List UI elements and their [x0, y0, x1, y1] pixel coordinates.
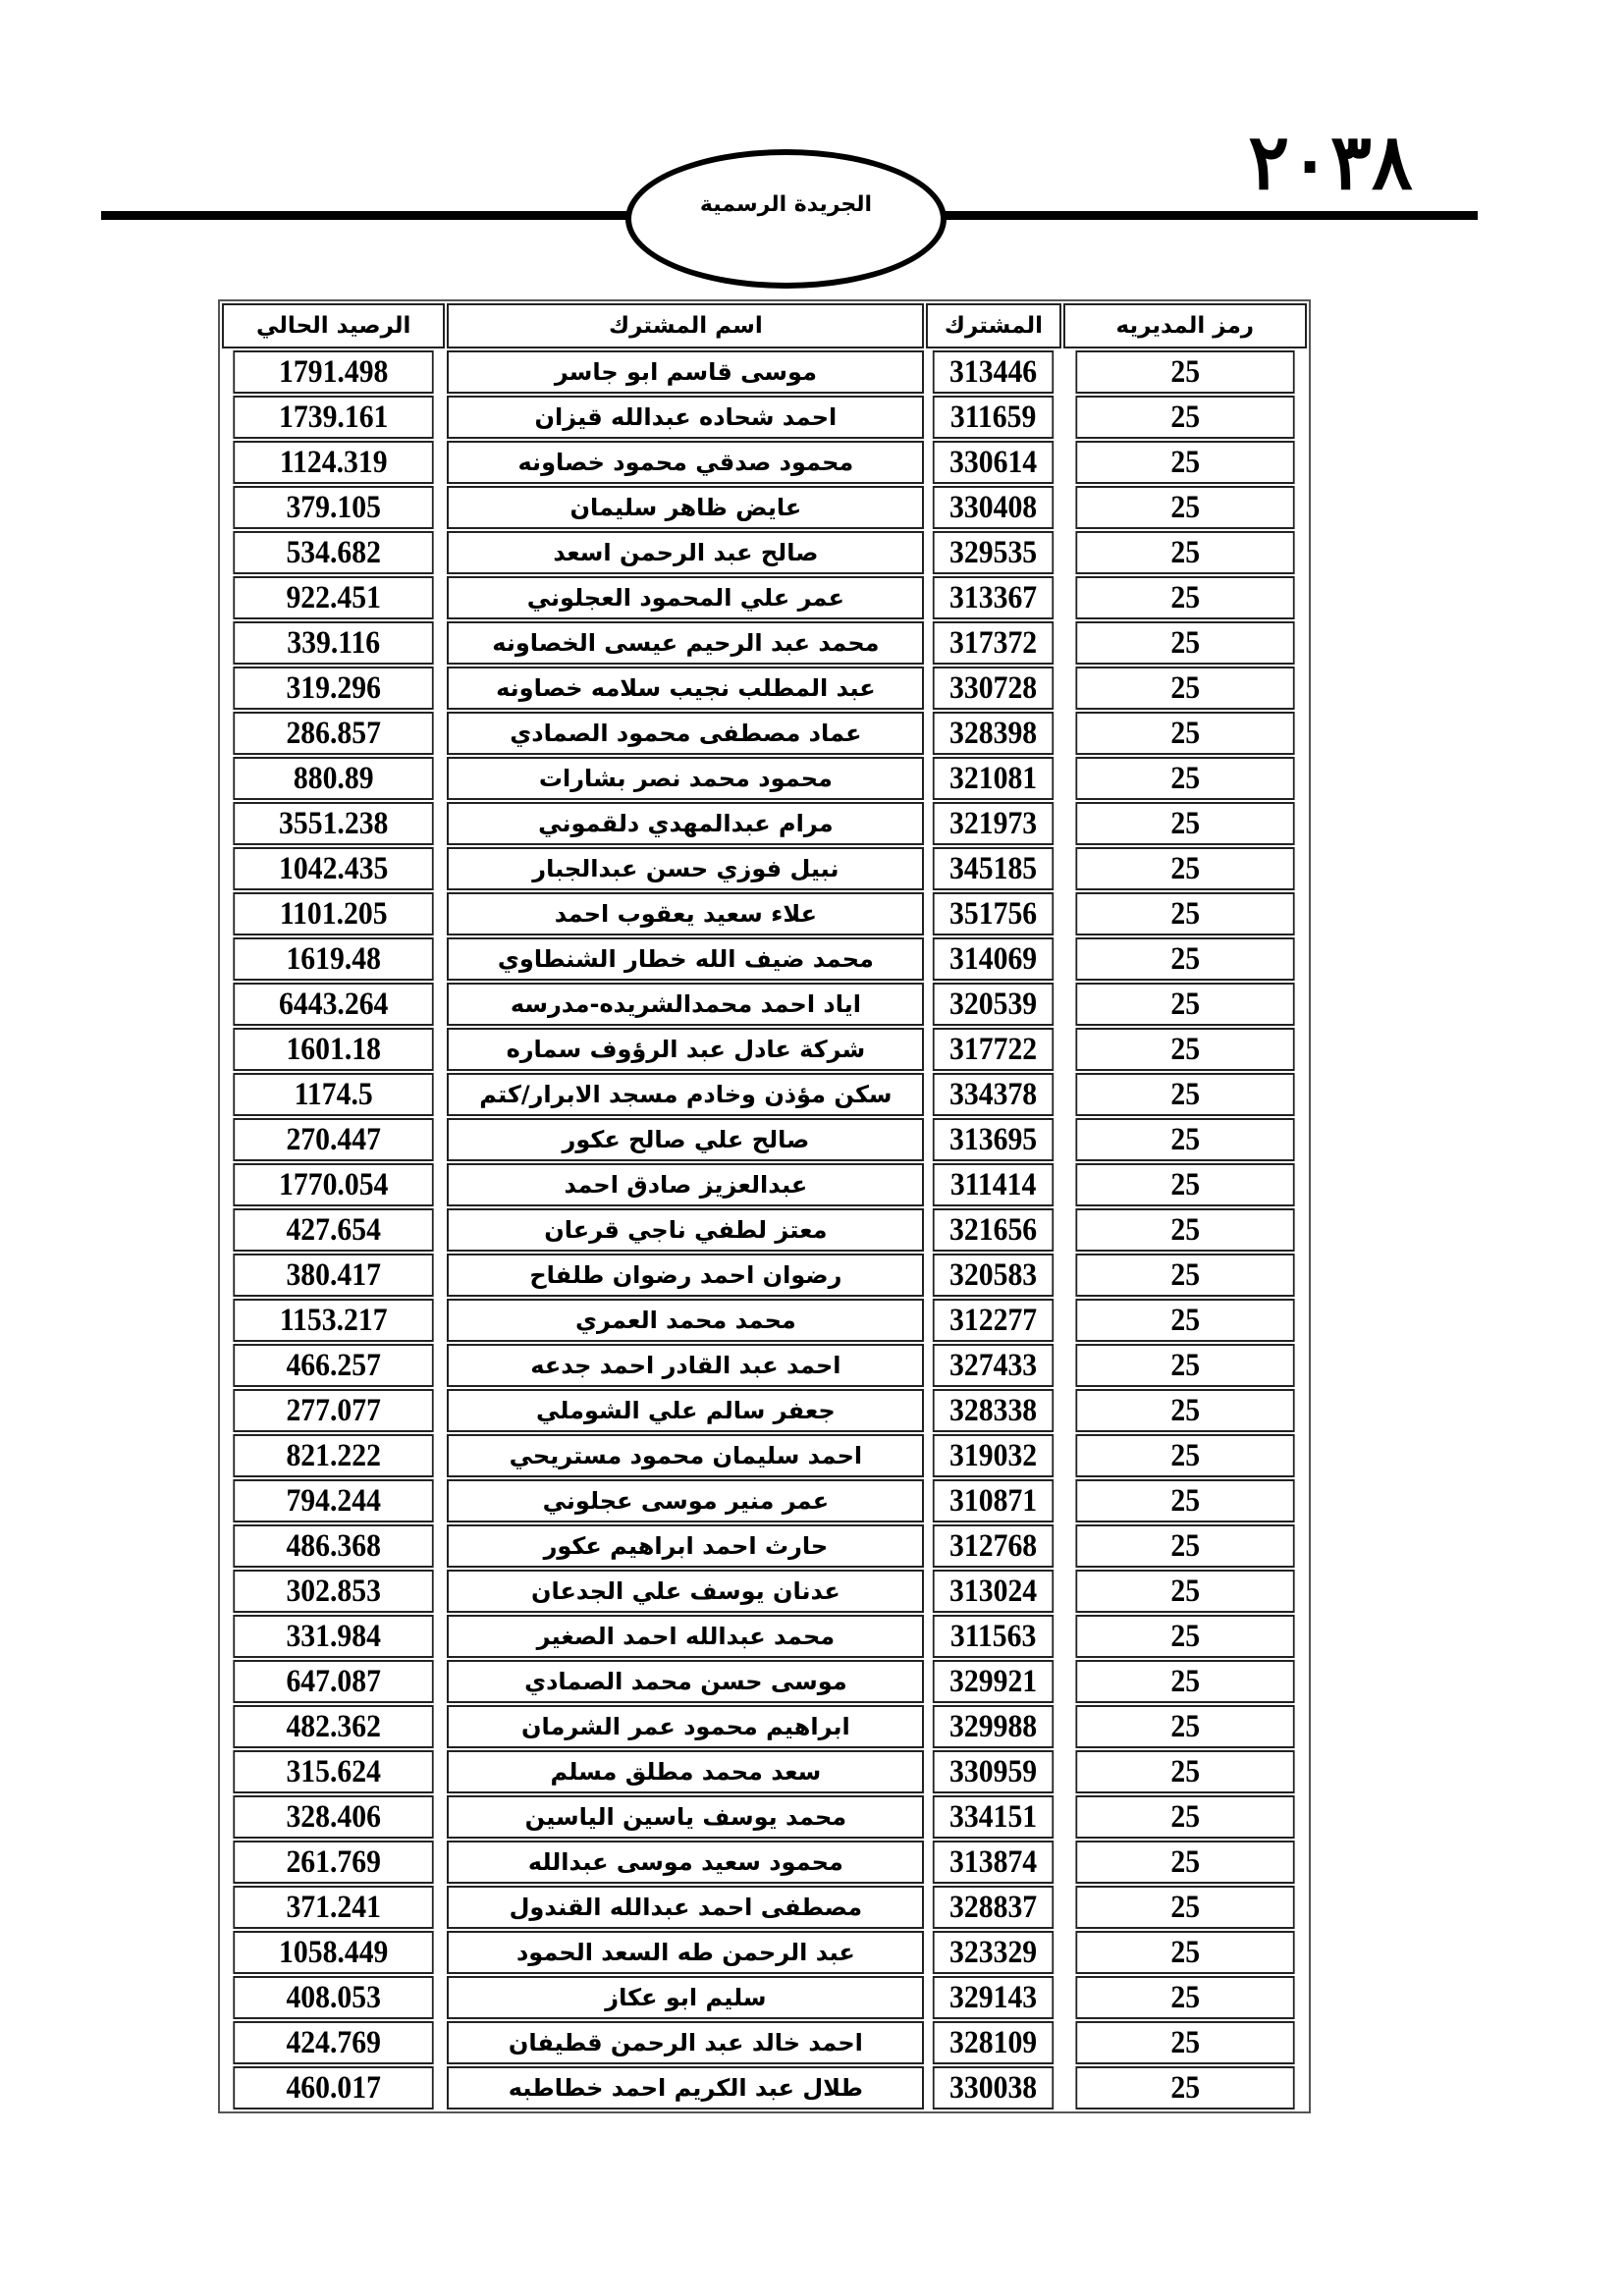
cell-directorate-code: 25: [1075, 937, 1295, 981]
cell-subscriber-number: 330038: [933, 2066, 1055, 2109]
cell-directorate-code: 25: [1075, 1976, 1295, 2019]
cell-subscriber-name: ابراهيم محمود عمر الشرمان: [447, 1705, 924, 1748]
cell-directorate-code: 25: [1075, 983, 1295, 1026]
cell-current-balance: 880.89: [233, 757, 434, 800]
cell-subscriber-number: 328338: [933, 1389, 1055, 1432]
table-row: [222, 1344, 1307, 1387]
cell-subscriber-name: محمد ضيف الله خطار الشنطاوي: [447, 937, 924, 981]
cell-directorate-code: 25: [1075, 1163, 1295, 1206]
table-row: [222, 1254, 1307, 1297]
cell-subscriber-number: 311563: [933, 1615, 1055, 1658]
cell-subscriber-name: معتز لطفي ناجي قرعان: [447, 1208, 924, 1252]
cell-subscriber-number: 328109: [933, 2021, 1055, 2064]
cell-subscriber-name: محمود صدقي محمود خصاونه: [447, 441, 924, 484]
table-row: [222, 712, 1307, 755]
cell-directorate-code: 25: [1075, 1344, 1295, 1387]
cell-current-balance: 1619.48: [233, 937, 434, 981]
cell-current-balance: 315.624: [233, 1750, 434, 1793]
table-row: [222, 1389, 1307, 1432]
cell-subscriber-name: عبد المطلب نجيب سلامه خصاونه: [447, 667, 924, 710]
cell-subscriber-name: عبد الرحمن طه السعد الحمود: [447, 1931, 924, 1974]
cell-subscriber-name: رضوان احمد رضوان طلفاح: [447, 1254, 924, 1297]
cell-directorate-code: 25: [1075, 396, 1295, 439]
cell-subscriber-name: محمود سعيد موسى عبدالله: [447, 1841, 924, 1884]
cell-subscriber-number: 312768: [933, 1524, 1055, 1568]
cell-current-balance: 534.682: [233, 531, 434, 574]
cell-current-balance: 1101.205: [233, 892, 434, 935]
cell-subscriber-name: شركة عادل عبد الرؤوف سماره: [447, 1028, 924, 1071]
cell-directorate-code: 25: [1075, 1886, 1295, 1929]
cell-subscriber-number: 334151: [933, 1795, 1055, 1839]
cell-subscriber-name: سليم ابو عكاز: [447, 1976, 924, 2019]
cell-directorate-code: 25: [1075, 1254, 1295, 1297]
cell-subscriber-name: سكن مؤذن وخادم مسجد الابرار/كتم: [447, 1073, 924, 1116]
cell-current-balance: 331.984: [233, 1615, 434, 1658]
cell-subscriber-number: 329535: [933, 531, 1055, 574]
table-row: [222, 983, 1307, 1026]
cell-subscriber-number: 313367: [933, 576, 1055, 619]
cell-current-balance: 1174.5: [233, 1073, 434, 1116]
cell-directorate-code: 25: [1075, 531, 1295, 574]
cell-subscriber-name: عماد مصطفى محمود الصمادي: [447, 712, 924, 755]
cell-subscriber-number: 313446: [933, 350, 1055, 394]
cell-current-balance: 1770.054: [233, 1163, 434, 1206]
table-row: [222, 667, 1307, 710]
cell-directorate-code: 25: [1075, 1660, 1295, 1703]
table-row: [222, 937, 1307, 981]
cell-subscriber-name: عبدالعزيز صادق احمد: [447, 1163, 924, 1206]
cell-directorate-code: 25: [1075, 1795, 1295, 1839]
cell-subscriber-number: 313874: [933, 1841, 1055, 1884]
cell-directorate-code: 25: [1075, 1389, 1295, 1432]
cell-directorate-code: 25: [1075, 1615, 1295, 1658]
cell-current-balance: 486.368: [233, 1524, 434, 1568]
cell-subscriber-name: محمد عبد الرحيم عيسى الخصاونه: [447, 621, 924, 665]
cell-subscriber-number: 319032: [933, 1434, 1055, 1477]
table-row: [222, 1299, 1307, 1342]
cell-current-balance: 270.447: [233, 1118, 434, 1161]
cell-current-balance: 277.077: [233, 1389, 434, 1432]
cell-directorate-code: 25: [1075, 757, 1295, 800]
table-row: [222, 396, 1307, 439]
cell-subscriber-name: احمد عبد القادر احمد جدعه: [447, 1344, 924, 1387]
cell-directorate-code: 25: [1075, 2066, 1295, 2109]
cell-subscriber-number: 330959: [933, 1750, 1055, 1793]
table-row: [222, 486, 1307, 529]
cell-subscriber-name: احمد سليمان محمود مستريحي: [447, 1434, 924, 1477]
cell-subscriber-name: عمر علي المحمود العجلوني: [447, 576, 924, 619]
cell-subscriber-name: محمد يوسف ياسين الياسين: [447, 1795, 924, 1839]
gazette-title-oval: [625, 149, 947, 289]
cell-subscriber-number: 334378: [933, 1073, 1055, 1116]
cell-subscriber-name: عمر منير موسى عجلوني: [447, 1479, 924, 1522]
cell-subscriber-name: محمود محمد نصر بشارات: [447, 757, 924, 800]
cell-subscriber-number: 330728: [933, 667, 1055, 710]
cell-current-balance: 427.654: [233, 1208, 434, 1252]
column-header-directorate-code: رمز المديريه: [1063, 303, 1307, 348]
cell-directorate-code: 25: [1075, 1299, 1295, 1342]
cell-directorate-code: 25: [1075, 1524, 1295, 1568]
cell-directorate-code: 25: [1075, 350, 1295, 394]
page-number: ٢٠٣٨: [1248, 118, 1413, 207]
table-row: [222, 847, 1307, 890]
table-row: [222, 1570, 1307, 1613]
cell-directorate-code: 25: [1075, 2021, 1295, 2064]
cell-subscriber-name: مرام عبدالمهدي دلقموني: [447, 802, 924, 845]
cell-current-balance: 319.296: [233, 667, 434, 710]
cell-subscriber-number: 329988: [933, 1705, 1055, 1748]
cell-subscriber-name: احمد خالد عبد الرحمن قطيفان: [447, 2021, 924, 2064]
cell-current-balance: 922.451: [233, 576, 434, 619]
cell-current-balance: 408.053: [233, 1976, 434, 2019]
cell-directorate-code: 25: [1075, 1118, 1295, 1161]
cell-directorate-code: 25: [1075, 847, 1295, 890]
cell-current-balance: 424.769: [233, 2021, 434, 2064]
cell-subscriber-number: 327433: [933, 1344, 1055, 1387]
cell-current-balance: 821.222: [233, 1434, 434, 1477]
cell-current-balance: 466.257: [233, 1344, 434, 1387]
subscribers-table: [218, 299, 1311, 2113]
table-row: [222, 1208, 1307, 1252]
cell-directorate-code: 25: [1075, 802, 1295, 845]
table-row: [222, 1750, 1307, 1793]
cell-subscriber-number: 330614: [933, 441, 1055, 484]
table-row: [222, 1795, 1307, 1839]
column-header-subscriber: المشترك: [926, 303, 1060, 348]
table-row: [222, 892, 1307, 935]
cell-subscriber-number: 321973: [933, 802, 1055, 845]
cell-current-balance: 328.406: [233, 1795, 434, 1839]
cell-subscriber-number: 320539: [933, 983, 1055, 1026]
cell-subscriber-number: 328837: [933, 1886, 1055, 1929]
cell-current-balance: 482.362: [233, 1705, 434, 1748]
cell-subscriber-number: 317722: [933, 1028, 1055, 1071]
cell-subscriber-name: محمد محمد العمري: [447, 1299, 924, 1342]
cell-subscriber-number: 317372: [933, 621, 1055, 665]
table-row: [222, 1976, 1307, 2019]
cell-current-balance: 647.087: [233, 1660, 434, 1703]
table-row: [222, 1118, 1307, 1161]
cell-directorate-code: 25: [1075, 1434, 1295, 1477]
cell-subscriber-number: 328398: [933, 712, 1055, 755]
table-row: [222, 1073, 1307, 1116]
cell-subscriber-number: 345185: [933, 847, 1055, 890]
cell-subscriber-number: 329921: [933, 1660, 1055, 1703]
table-row: [222, 1705, 1307, 1748]
table-row: [222, 576, 1307, 619]
cell-current-balance: 3551.238: [233, 802, 434, 845]
table-row: [222, 1615, 1307, 1658]
cell-directorate-code: 25: [1075, 576, 1295, 619]
cell-directorate-code: 25: [1075, 712, 1295, 755]
table-header-row: [222, 303, 1307, 348]
cell-current-balance: 1042.435: [233, 847, 434, 890]
cell-subscriber-name: عدنان يوسف علي الجدعان: [447, 1570, 924, 1613]
cell-subscriber-number: 351756: [933, 892, 1055, 935]
cell-directorate-code: 25: [1075, 1570, 1295, 1613]
cell-current-balance: 371.241: [233, 1886, 434, 1929]
cell-directorate-code: 25: [1075, 1028, 1295, 1071]
cell-subscriber-name: حارث احمد ابراهيم عكور: [447, 1524, 924, 1568]
cell-directorate-code: 25: [1075, 1073, 1295, 1116]
cell-current-balance: 380.417: [233, 1254, 434, 1297]
cell-current-balance: 1739.161: [233, 396, 434, 439]
cell-current-balance: 1601.18: [233, 1028, 434, 1071]
cell-subscriber-number: 311414: [933, 1163, 1055, 1206]
cell-subscriber-name: جعفر سالم علي الشوملي: [447, 1389, 924, 1432]
table-row: [222, 1931, 1307, 1974]
cell-subscriber-number: 321656: [933, 1208, 1055, 1252]
cell-subscriber-number: 314069: [933, 937, 1055, 981]
cell-current-balance: 261.769: [233, 1841, 434, 1884]
table-row: [222, 1841, 1307, 1884]
cell-current-balance: 1124.319: [233, 441, 434, 484]
table-row: [222, 621, 1307, 665]
cell-current-balance: 794.244: [233, 1479, 434, 1522]
cell-current-balance: 1791.498: [233, 350, 434, 394]
table-row: [222, 757, 1307, 800]
table-row: [222, 1660, 1307, 1703]
table-row: [222, 350, 1307, 394]
cell-subscriber-name: محمد عبدالله احمد الصغير: [447, 1615, 924, 1658]
cell-directorate-code: 25: [1075, 621, 1295, 665]
cell-directorate-code: 25: [1075, 1208, 1295, 1252]
cell-subscriber-name: صالح عبد الرحمن اسعد: [447, 531, 924, 574]
cell-subscriber-number: 311659: [933, 396, 1055, 439]
cell-subscriber-number: 320583: [933, 1254, 1055, 1297]
cell-directorate-code: 25: [1075, 1841, 1295, 1884]
table-row: [222, 531, 1307, 574]
cell-subscriber-number: 312277: [933, 1299, 1055, 1342]
table-row: [222, 441, 1307, 484]
table-row: [222, 1479, 1307, 1522]
cell-current-balance: 286.857: [233, 712, 434, 755]
cell-subscriber-number: 313695: [933, 1118, 1055, 1161]
cell-subscriber-number: 330408: [933, 486, 1055, 529]
cell-subscriber-number: 313024: [933, 1570, 1055, 1613]
table-row: [222, 1163, 1307, 1206]
cell-subscriber-name: طلال عبد الكريم احمد خطاطبه: [447, 2066, 924, 2109]
cell-directorate-code: 25: [1075, 667, 1295, 710]
cell-directorate-code: 25: [1075, 441, 1295, 484]
cell-current-balance: 460.017: [233, 2066, 434, 2109]
cell-directorate-code: 25: [1075, 486, 1295, 529]
cell-directorate-code: 25: [1075, 1931, 1295, 1974]
cell-current-balance: 1058.449: [233, 1931, 434, 1974]
table-row: [222, 1028, 1307, 1071]
cell-directorate-code: 25: [1075, 1479, 1295, 1522]
cell-subscriber-name: نبيل فوزي حسن عبدالجبار: [447, 847, 924, 890]
cell-current-balance: 6443.264: [233, 983, 434, 1026]
table-row: [222, 2021, 1307, 2064]
cell-subscriber-number: 321081: [933, 757, 1055, 800]
column-header-current-balance: الرصيد الحالي: [222, 303, 445, 348]
table-row: [222, 1524, 1307, 1568]
cell-subscriber-name: علاء سعيد يعقوب احمد: [447, 892, 924, 935]
column-header-subscriber-name: اسم المشترك: [447, 303, 924, 348]
cell-subscriber-number: 310871: [933, 1479, 1055, 1522]
cell-subscriber-name: مصطفى احمد عبدالله القندول: [447, 1886, 924, 1929]
gazette-title: الجريدة الرسمية: [699, 191, 873, 217]
cell-current-balance: 339.116: [233, 621, 434, 665]
table-row: [222, 1886, 1307, 1929]
table-row: [222, 1434, 1307, 1477]
cell-subscriber-name: موسى قاسم ابو جاسر: [447, 350, 924, 394]
table-row: [222, 2066, 1307, 2109]
cell-directorate-code: 25: [1075, 1750, 1295, 1793]
cell-subscriber-name: موسى حسن محمد الصمادي: [447, 1660, 924, 1703]
cell-subscriber-name: صالح علي صالح عكور: [447, 1118, 924, 1161]
cell-subscriber-name: سعد محمد مطلق مسلم: [447, 1750, 924, 1793]
cell-subscriber-name: اياد احمد محمدالشريده-مدرسه: [447, 983, 924, 1026]
cell-subscriber-number: 329143: [933, 1976, 1055, 2019]
table-row: [222, 802, 1307, 845]
cell-directorate-code: 25: [1075, 892, 1295, 935]
cell-subscriber-name: عايض ظاهر سليمان: [447, 486, 924, 529]
cell-current-balance: 302.853: [233, 1570, 434, 1613]
cell-subscriber-name: احمد شحاده عبدالله قيزان: [447, 396, 924, 439]
cell-subscriber-number: 323329: [933, 1931, 1055, 1974]
cell-current-balance: 1153.217: [233, 1299, 434, 1342]
cell-current-balance: 379.105: [233, 486, 434, 529]
cell-directorate-code: 25: [1075, 1705, 1295, 1748]
